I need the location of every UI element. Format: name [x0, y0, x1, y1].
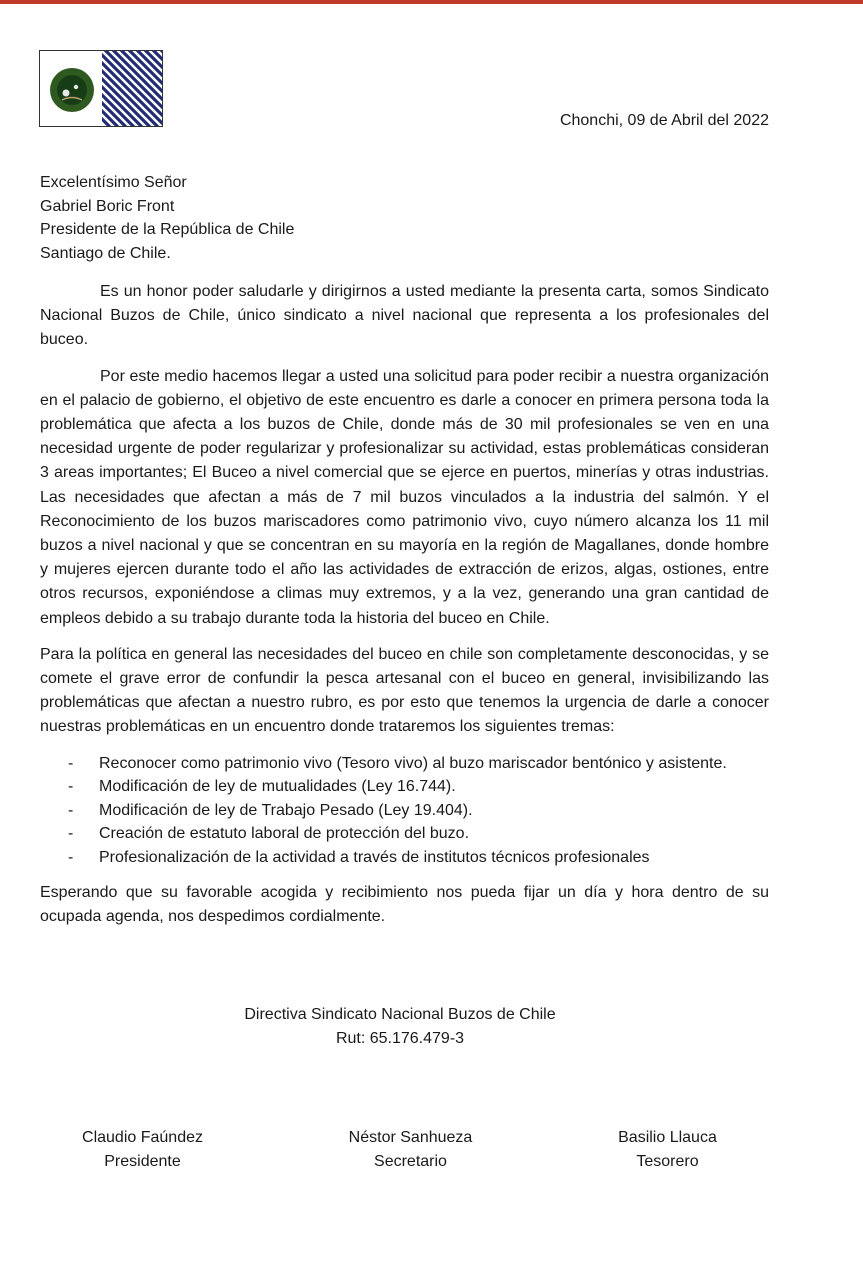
addressee-block	[40, 171, 294, 265]
signer-secretary	[328, 1126, 493, 1174]
top-border-rule	[0, 0, 863, 4]
signer-role: Tesorero	[636, 1153, 699, 1170]
bullet-dash: -	[68, 825, 74, 843]
list-item: - Modificación de ley de Trabajo Pesado (Ley 19.404).	[40, 799, 769, 823]
signer-name: Basilio Llauca	[618, 1129, 717, 1146]
signer-name: Néstor Sanhueza	[348, 1129, 473, 1146]
paragraph-closing: Esperando que su favorable acogida y recibimiento nos pueda fijar un día y hora dentro de su ocupada agenda, nos despedimos cordialmente.	[40, 884, 769, 926]
topics-list	[40, 752, 769, 870]
paragraph-introduction: Es un honor poder saludarle y dirigirnos a usted mediante la presenta carta, somos Sindicato Nacional Buzos de Chile, único sindicato a nivel nacional que representa a los profesionales del buceo.	[40, 283, 769, 349]
addressee-location: Santiago de Chile.	[40, 244, 171, 262]
letter-date: Chonchi, 09 de Abril del 2022	[559, 112, 769, 129]
addressee-name: Gabriel Boric Front	[40, 197, 175, 215]
bullet-dash: -	[68, 801, 74, 819]
bullet-dash: -	[68, 778, 74, 796]
paragraph-context: Para la política en general las necesidades del buceo en chile son completamente desconocidas, y se comete el grave error de confundir la pesca artesanal con el buceo en general, invisibilizando las problemáticas que afectan a nuestro rubro, es por esto que tenemos la urgencia de darle a conocer nuestras problemáticas en un encuentro donde trataremos los siguientes tremas:	[40, 645, 769, 736]
union-logo-icon	[39, 50, 163, 127]
addressee-title: Presidente de la República de Chile	[40, 221, 295, 238]
organization-rut: Rut: 65.176.479-3	[335, 1030, 465, 1047]
list-item: - Creación de estatuto laboral de protección del buzo.	[40, 822, 769, 846]
letter-body	[40, 280, 769, 942]
list-item: - Reconocer como patrimonio vivo (Tesoro vivo) al buzo mariscador bentónico y asistente.	[40, 752, 769, 776]
signer-treasurer	[585, 1126, 750, 1174]
signer-president	[60, 1126, 225, 1174]
bullet-dash: -	[68, 754, 74, 772]
addressee-salutation: Excelentísimo Señor	[40, 174, 187, 191]
paragraph-request: Por este medio hacemos llegar a usted una solicitud para poder recibir a nuestra organización en el palacio de gobierno, el objetivo de este encuentro es darle a conocer en primera persona toda la problemática que afecta a los buzos de Chile, donde más de 30 mil profesionales se ven en una necesidad urgente de poder regularizar y profesionalizar su actividad, estas problemáticas consideran 3 areas importantes; El Buceo a nivel comercial que se ejerce en puertos, minerías y otras industrias. Las necesidades que afectan a más de 7 mil buzos vinculados a la industria del salmón. Y el Reconocimiento de los buzos mariscadores como patrimonio vivo, cuyo número alcanza los 11 mil buzos a nivel nacional y que se concentran en su mayoría en la región de Magallanes, donde hombre y mujeres ejercen durante todo el año las actividades de extracción de erizos, algas, ostiones, entre otros recursos, exponiéndose a climas muy extremos, y a la vez, generando una gran cantidad de empleos debido a su trabajo durante toda la historia del buceo en Chile.	[40, 367, 769, 627]
list-item: - Modificación de ley de mutualidades (Ley 16.744).	[40, 775, 769, 799]
bullet-dash: -	[68, 848, 74, 866]
signature-block	[0, 1003, 800, 1051]
organization-name: Directiva Sindicato Nacional Buzos de Chile	[244, 1006, 556, 1023]
signer-role: Presidente	[104, 1153, 181, 1170]
signer-name: Claudio Faúndez	[82, 1129, 203, 1146]
list-item: - Profesionalización de la actividad a través de institutos técnicos profesionales	[40, 846, 769, 870]
signer-role: Secretario	[374, 1153, 447, 1170]
